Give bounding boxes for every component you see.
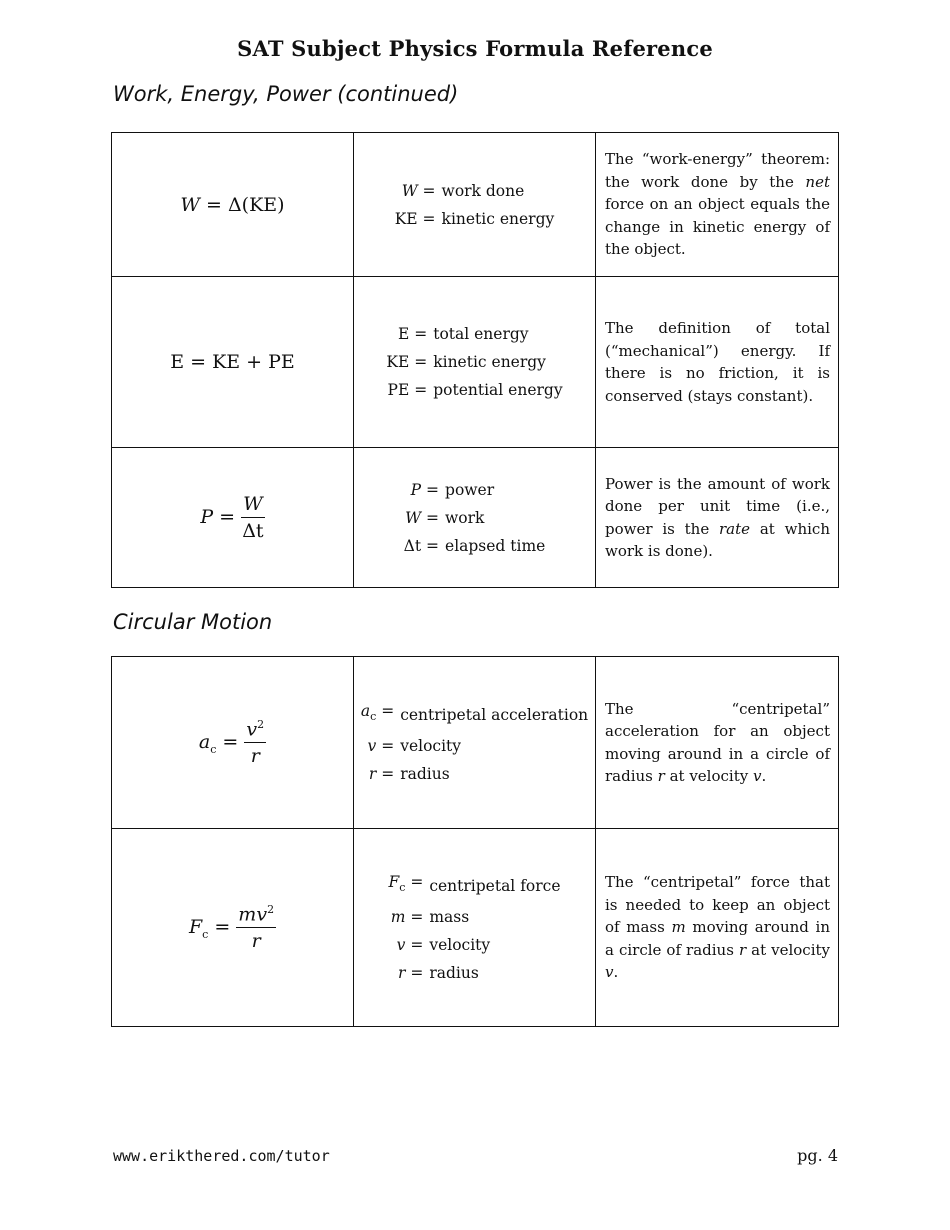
section-heading-work-energy-power: Work, Energy, Power (continued) [113, 82, 459, 106]
description-cell: The definition of total (“mechanical”) energy. If there is no friction, it is conserved (stays constant). [596, 277, 839, 448]
variables-cell [354, 829, 596, 1027]
variables-cell [354, 448, 596, 588]
formula-total-energy: E = KE + PE [170, 351, 295, 373]
page-title: SAT Subject Physics Formula Reference [237, 36, 713, 61]
variables-cell [354, 277, 596, 448]
description-cell: The “centripetal” acceleration for an object moving around in a circle of radius r at velocity v. [596, 657, 839, 829]
formula-row [112, 448, 839, 588]
description-cell: The “centripetal” force that is needed to keep an object of mass m moving around in a circle of radius r at velocity v. [596, 829, 839, 1027]
variable-list: $F_c$ = centripetal force m = mass v = velocity r = radius [388, 873, 561, 982]
variables-cell [354, 133, 596, 277]
formula-cell [112, 277, 354, 448]
variables-cell [354, 657, 596, 829]
formula-cell [112, 448, 354, 588]
formula-row [112, 133, 839, 277]
variable-list: $a_c$ = centripetal acceleration v = velocity r = radius [360, 702, 589, 783]
variable-list: W = work done KE = kinetic energy [394, 181, 555, 228]
formula-centripetal-force: $F_c$ = $\frac{mv^2}{r}$ [188, 902, 275, 953]
formula-table-work-energy-power [111, 132, 839, 588]
variable-list: E = total energy KE = kinetic energy PE = potential energy [386, 325, 563, 399]
formula-table-circular-motion [111, 656, 839, 1027]
formula-cell [112, 133, 354, 277]
variable-list: P = power W = work Δt = elapsed time [403, 480, 546, 555]
section-heading-circular-motion: Circular Motion [113, 610, 273, 634]
formula-row [112, 657, 839, 829]
fraction: $\frac{mv^2}{r}$ [238, 902, 275, 953]
formula-power: P = $\frac{W}{\Delta t}$ [200, 493, 264, 542]
description-cell: Power is the amount of work done per unit time (i.e., power is the rate at which work is done). [596, 448, 839, 588]
formula-cell [112, 657, 354, 829]
formula-work-energy: W = Δ(KE) [180, 193, 285, 216]
fraction: $\frac{W}{\Delta t}$ [242, 493, 264, 542]
footer-website-link[interactable]: www.erikthered.com/tutor [113, 1147, 330, 1165]
fraction: $\frac{v^2}{r}$ [246, 717, 265, 768]
formula-cell [112, 829, 354, 1027]
formula-row [112, 829, 839, 1027]
description-cell: The “work-energy” theorem: the work done by the net force on an object equals the change in kinetic energy of the object. [596, 133, 839, 277]
formula-centripetal-acceleration: $a_c$ = $\frac{v^2}{r}$ [198, 717, 265, 768]
formula-row [112, 277, 839, 448]
page-number: pg. 4 [797, 1146, 838, 1165]
